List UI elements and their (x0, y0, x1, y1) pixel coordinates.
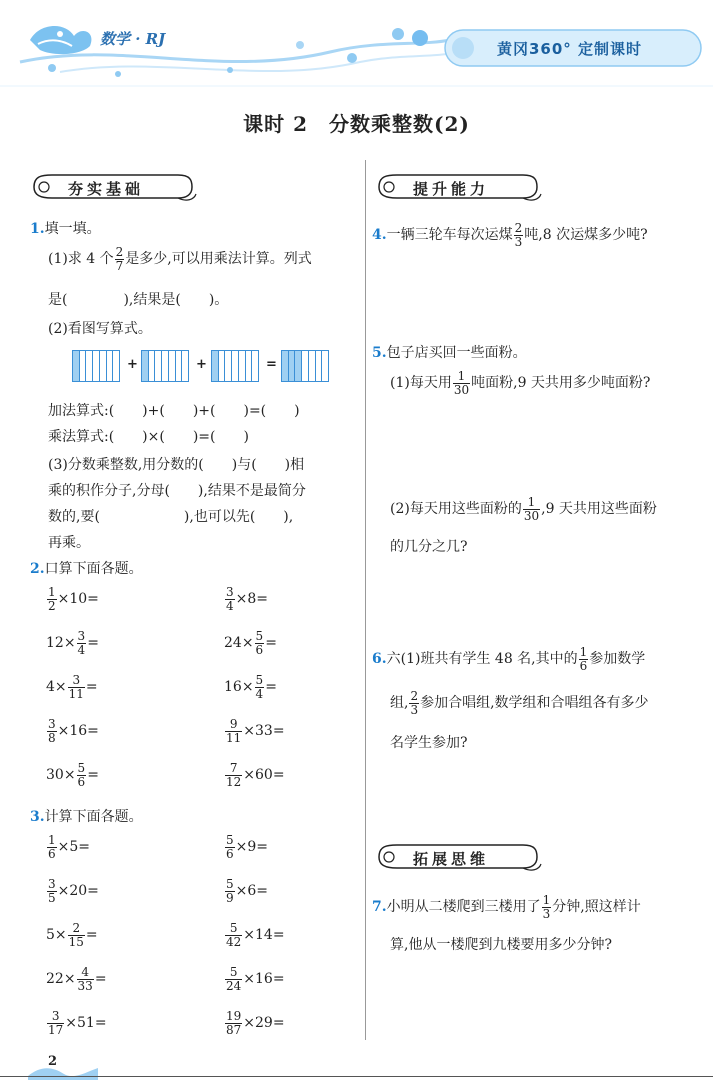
expr-suffix: = (87, 635, 99, 652)
denominator: 17 (48, 1022, 64, 1037)
numerator: 2 (514, 221, 523, 235)
q1-part2: (2)看图写算式。 (48, 321, 152, 337)
fraction-bars-figure (72, 350, 342, 384)
denominator: 30 (523, 508, 540, 523)
numerator: 7 (225, 762, 242, 776)
expr-suffix: = (87, 767, 99, 784)
denominator: 6 (226, 846, 234, 861)
numerator: 5 (77, 761, 86, 775)
numerator: 4 (77, 966, 94, 980)
q1-part3-line1: (3)分数乘整数,用分数的( )与( )相 (48, 457, 305, 473)
numerator: 2 (115, 245, 124, 259)
denominator: 5 (48, 890, 56, 905)
q2-stem (30, 558, 143, 578)
expr-prefix: 12× (46, 635, 76, 652)
fraction (225, 834, 235, 860)
q5-part2-line1 (390, 496, 657, 522)
fraction (523, 496, 540, 522)
q1-addition-line: 加法算式:( )+( )+( )=( ) (48, 403, 300, 419)
q2-exercise (46, 586, 99, 612)
page-title: 课时 2 分数乘整数(2) (243, 112, 470, 136)
fraction (542, 894, 552, 920)
expr-suffix: = (85, 927, 98, 944)
denominator: 87 (226, 1022, 242, 1037)
numerator: 1 (48, 585, 56, 599)
expr-suffix: ×33= (243, 723, 285, 740)
fraction (225, 718, 242, 744)
expr-suffix: ×60= (243, 767, 285, 784)
section-badge-improve (373, 172, 543, 202)
fraction (225, 966, 242, 992)
expr-prefix: 24× (224, 635, 254, 652)
q3-exercise (46, 834, 90, 860)
text: (1)求 4 个 (48, 251, 114, 268)
numerator: 3 (47, 1010, 64, 1024)
q6-line2 (390, 690, 649, 716)
denominator: 4 (77, 642, 86, 657)
fraction (255, 630, 265, 656)
section-badge-basic (28, 172, 198, 202)
denominator: 4 (226, 598, 234, 613)
text: 组, (390, 695, 409, 712)
fraction (579, 646, 589, 672)
q2-exercise (46, 718, 99, 744)
fraction (409, 690, 419, 716)
text: 一辆三轮车每次运煤 (386, 227, 513, 244)
fraction (47, 834, 57, 860)
denominator: 30 (453, 382, 470, 397)
column-divider (365, 160, 366, 1040)
fraction (47, 1010, 64, 1036)
q2-exercise (224, 674, 277, 700)
text: ,9 天共用这些面粉 (541, 501, 657, 518)
q3-exercise (46, 1010, 107, 1036)
expr-suffix: ×16= (57, 723, 99, 740)
numerator: 1 (48, 833, 56, 847)
fraction (225, 762, 242, 788)
numerator: 5 (225, 966, 242, 980)
numerator: 3 (48, 877, 56, 891)
numerator: 3 (68, 674, 85, 688)
fraction (255, 674, 265, 700)
fraction (225, 586, 235, 612)
text: 参加合唱组,数学组和合唱组各有多少 (420, 695, 649, 712)
q7-line2: 算,他从一楼爬到九楼要用多少分钟? (390, 937, 612, 953)
q2-exercise (224, 630, 277, 656)
expr-suffix: = (85, 679, 98, 696)
q1-stem (30, 218, 101, 238)
numerator: 5 (226, 833, 234, 847)
q2-exercise (46, 630, 99, 656)
fraction (68, 922, 85, 948)
numerator: 5 (255, 629, 264, 643)
denominator: 2 (48, 598, 56, 613)
text: 六(1)班共有学生 48 名,其中的 (386, 651, 578, 668)
denominator: 33 (77, 978, 93, 993)
q1-part3-line4: 再乘。 (48, 535, 90, 551)
q5-text: 包子店买回一些面粉。 (386, 345, 527, 361)
fraction-bar (211, 350, 259, 382)
fraction (453, 370, 470, 396)
q4-text (372, 222, 648, 248)
fraction (115, 246, 125, 272)
expr-suffix: ×10= (57, 591, 99, 608)
q3-exercise (224, 834, 268, 860)
expr-prefix: 30× (46, 767, 76, 784)
numerator: 3 (48, 717, 56, 731)
q1-part3-line3: 数的,要( ),也可以先( ), (48, 509, 294, 525)
fraction (77, 630, 87, 656)
bottom-rule (0, 1076, 713, 1077)
q1-multiplication-line: 乘法算式:( )×( )=( ) (48, 429, 249, 445)
section-improve-label: 提升能力 (413, 180, 490, 198)
text: 吨面粉,9 天共用多少吨面粉? (471, 375, 651, 392)
numerator: 5 (255, 673, 264, 687)
q7-line1 (372, 894, 641, 920)
denominator: 12 (226, 774, 242, 789)
expr-suffix: ×8= (235, 591, 269, 608)
expr-suffix: = (265, 635, 277, 652)
q3-exercise (46, 966, 107, 992)
text: 分钟,照这样计 (552, 899, 641, 916)
denominator: 6 (579, 658, 588, 673)
q6-line1 (372, 646, 645, 672)
expr-prefix: 22× (46, 971, 76, 988)
denominator: 11 (68, 686, 84, 701)
fraction (77, 966, 94, 992)
expr-prefix: 16× (224, 679, 254, 696)
denominator: 42 (226, 934, 242, 949)
q5-part1 (390, 370, 650, 396)
expr-suffix: ×14= (243, 927, 285, 944)
numerator: 3 (226, 585, 234, 599)
q7-number: 7. (372, 899, 387, 916)
denominator: 15 (68, 934, 84, 949)
denominator: 6 (77, 774, 86, 789)
denominator: 3 (410, 702, 419, 717)
q2-exercise (46, 674, 98, 700)
expr-suffix: ×9= (235, 839, 269, 856)
denominator: 7 (115, 258, 124, 273)
text: 小明从二楼爬到三楼用了 (386, 899, 541, 916)
expr-suffix: ×51= (65, 1015, 107, 1032)
section-badge-extend (373, 842, 543, 872)
expr-suffix: ×16= (243, 971, 285, 988)
expr-suffix: ×6= (235, 883, 269, 900)
expr-suffix: = (94, 971, 107, 988)
fraction (225, 1010, 242, 1036)
q3-text: 计算下面各题。 (44, 809, 143, 825)
fraction (47, 586, 57, 612)
denominator: 6 (48, 846, 56, 861)
fraction-bar (281, 350, 329, 382)
q3-exercise (224, 878, 268, 904)
fraction (225, 878, 235, 904)
denominator: 4 (255, 686, 264, 701)
q3-exercise (46, 878, 99, 904)
expr-suffix: ×5= (57, 839, 91, 856)
q3-exercise (224, 922, 285, 948)
q5-part2-line2: 的几分之几? (390, 539, 468, 555)
numerator: 5 (226, 877, 234, 891)
series-label: 黄冈360° 定制课时 (497, 40, 643, 58)
expr-suffix: = (265, 679, 277, 696)
denominator: 11 (226, 730, 242, 745)
subject-label: 数学 · RJ (100, 30, 166, 48)
denominator: 8 (48, 730, 56, 745)
text: 是多少,可以用乘法计算。列式 (125, 251, 312, 268)
q3-exercise (224, 1010, 285, 1036)
q3-exercise (224, 966, 285, 992)
fraction (47, 878, 57, 904)
q1-number: 1. (30, 221, 45, 237)
numerator: 3 (77, 629, 86, 643)
q1-part1-line2: 是( ),结果是( )。 (48, 292, 229, 308)
q2-exercise (224, 586, 268, 612)
expr-suffix: ×29= (243, 1015, 285, 1032)
q2-exercise (46, 762, 99, 788)
fraction (514, 222, 524, 248)
q1-text: 填一填。 (44, 221, 101, 237)
q1-part1-line1 (48, 246, 312, 272)
plus-sign: + (196, 357, 207, 372)
numerator: 9 (225, 718, 242, 732)
numerator: 2 (410, 689, 419, 703)
text: 吨,8 次运煤多少吨? (524, 227, 648, 244)
q2-exercise (224, 718, 285, 744)
text: (2)每天用这些面粉的 (390, 501, 522, 518)
fraction (47, 718, 57, 744)
text: (1)每天用 (390, 375, 452, 392)
fraction-bar (141, 350, 189, 382)
fraction (225, 922, 242, 948)
numerator: 2 (68, 922, 85, 936)
numerator: 1 (523, 496, 540, 510)
q5-stem (372, 342, 527, 362)
q4-number: 4. (372, 227, 387, 244)
denominator: 3 (542, 906, 551, 921)
denominator: 3 (514, 234, 523, 249)
q2-exercise (224, 762, 285, 788)
fraction (77, 762, 87, 788)
q6-number: 6. (372, 651, 387, 668)
numerator: 5 (225, 922, 242, 936)
section-basic-label: 夯实基础 (68, 180, 145, 198)
expr-suffix: ×20= (57, 883, 99, 900)
denominator: 6 (255, 642, 264, 657)
fraction-bar (72, 350, 120, 382)
denominator: 9 (226, 890, 234, 905)
page-number: 2 (48, 1054, 58, 1069)
denominator: 24 (226, 978, 242, 993)
equals-sign: = (266, 357, 277, 372)
q3-stem (30, 806, 143, 826)
q3-number: 3. (30, 809, 45, 825)
q6-line3: 名学生参加? (390, 735, 468, 751)
q2-number: 2. (30, 561, 45, 577)
text: 参加数学 (589, 651, 646, 668)
numerator: 1 (579, 645, 588, 659)
expr-prefix: 4× (46, 679, 67, 696)
fraction (68, 674, 85, 700)
expr-prefix: 5× (46, 927, 67, 944)
numerator: 1 (542, 893, 551, 907)
numerator: 1 (453, 370, 470, 384)
footer-wave-decoration (28, 1062, 98, 1080)
q1-part3-line2: 乘的积作分子,分母( ),结果不是最简分 (48, 483, 306, 499)
q2-text: 口算下面各题。 (44, 561, 143, 577)
q3-exercise (46, 922, 98, 948)
plus-sign: + (127, 357, 138, 372)
section-extend-label: 拓展思维 (413, 850, 490, 868)
numerator: 19 (226, 1009, 242, 1023)
q5-number: 5. (372, 345, 387, 361)
